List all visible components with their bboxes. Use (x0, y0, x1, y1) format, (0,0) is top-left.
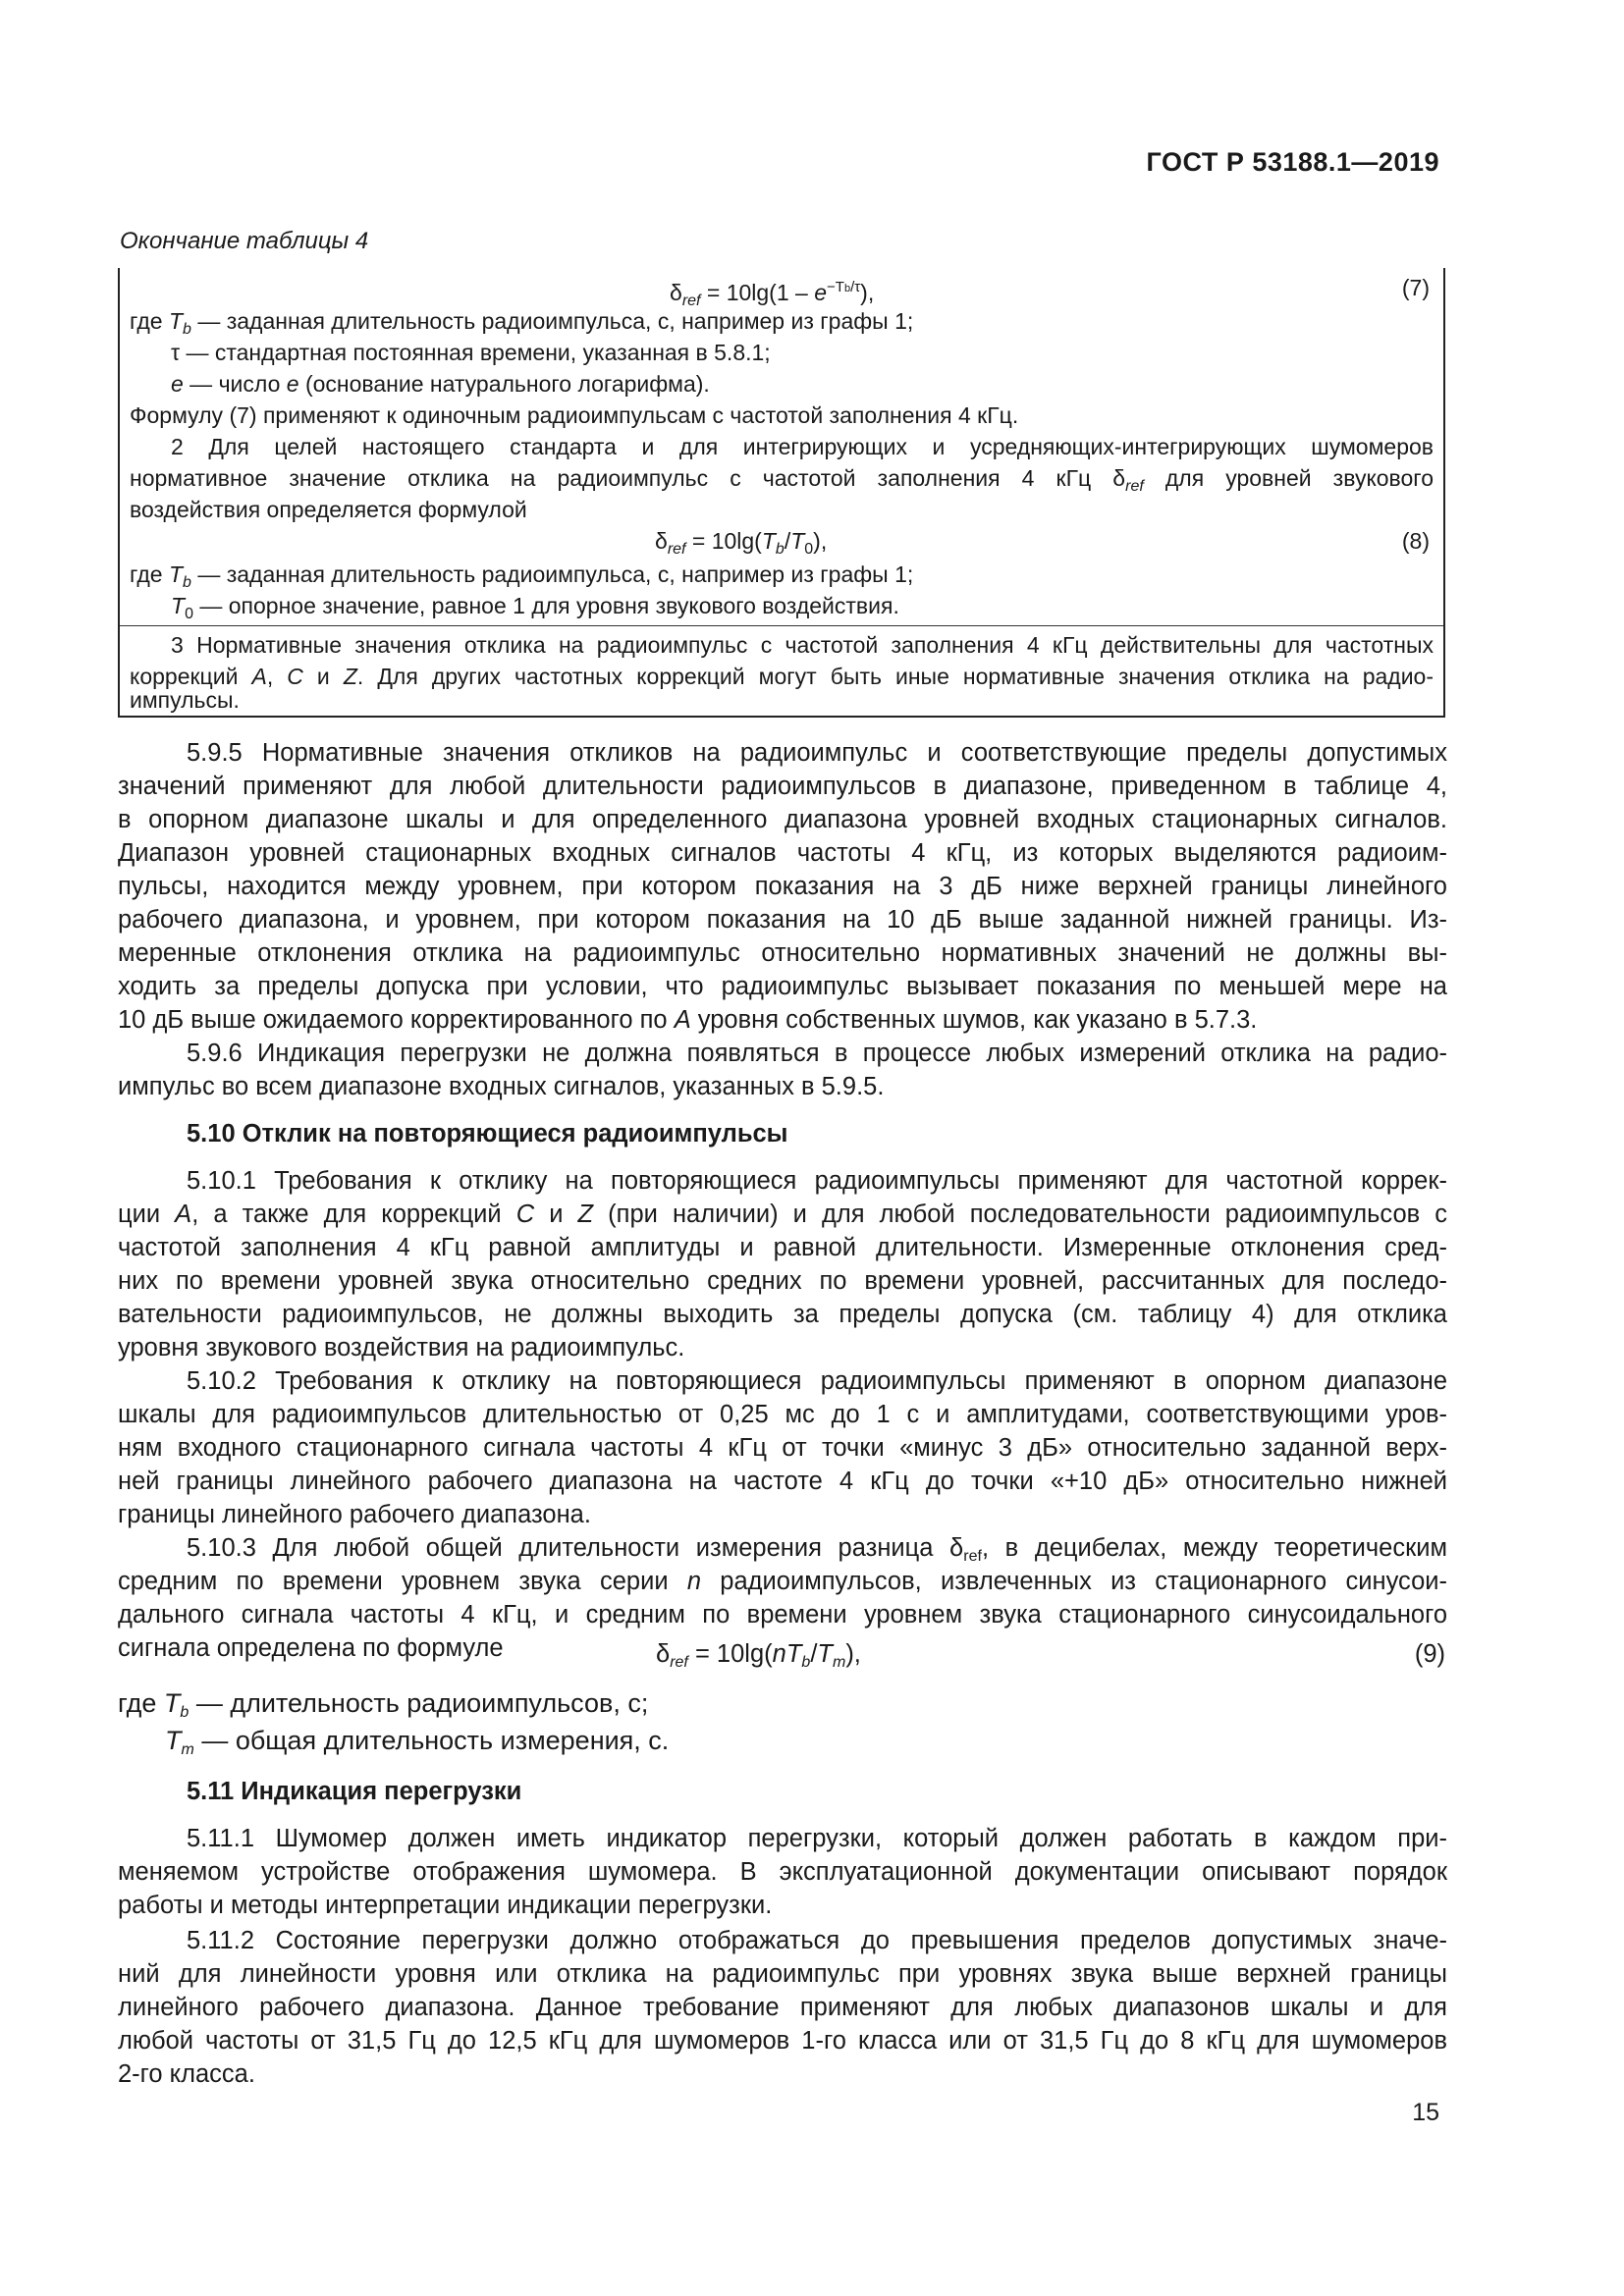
text-line: импульс во всем диапазоне входных сигналов, указанных в 5.9.5. (118, 1073, 885, 1100)
text-line: ции A, а также для коррекций C и Z (при наличии) и для любой последовательности радиоимпульсов с (118, 1201, 1447, 1228)
text-line: 5.10.3 Для любой общей длительности измерения разница $\delta_{ref}$, в децибелах, между теоретическим (187, 1534, 1447, 1565)
text-line: вательности радиоимпульсов, не должны выходить за пределы допуска (см. таблицу 4) для отклика (118, 1301, 1447, 1328)
text-line: частотой заполнения 4 кГц равной амплитуды и равной длительности. Измеренные отклонения сред- (118, 1234, 1447, 1261)
where-tb-line-2: где $T_b$ — заданная длительность радиоимпульса, с, например из графы 1; (130, 561, 914, 591)
page-number: 15 (1412, 2099, 1439, 2126)
tm-definition: $T_m$ — общая длительность измерения, с. (165, 1726, 670, 1758)
text-line: 5.9.6 Индикация перегрузки не должна появляться в процессе любых измерений отклика на радио- (187, 1040, 1447, 1067)
where-tb-line-1: где $T_b$ — заданная длительность радиоимпульса, с, например из графы 1; (130, 308, 914, 338)
text-line: линейного рабочего диапазона. Данное требование применяют для любых диапазонов шкалы и для (118, 1994, 1447, 2021)
text-line: уровня звукового воздействия на радиоимпульс. (118, 1334, 685, 1362)
text-line: ням входного стационарного сигнала частоты 4 кГц от точки «минус 3 дБ» относительно заданной верх- (118, 1434, 1447, 1462)
tau-definition: τ — стандартная постоянная времени, указанная в 5.8.1; (171, 340, 771, 365)
note-3-line-1: 3 Нормативные значения отклика на радиоимпульс с частотой заполнения 4 кГц действительны для частотных (171, 632, 1434, 658)
note-2-line-3: воздействия определяется формулой (130, 497, 527, 522)
e-definition: e — число e (основание натурального логарифма). (171, 371, 710, 397)
note-3-line-2: коррекций A, C и Z. Для других частотных коррекций могут быть иные нормативные значения отклика на радио- (130, 664, 1434, 689)
text-line: границы линейного рабочего диапазона. (118, 1501, 591, 1528)
text-line: значений применяют для любой длительности радиоимпульсов в диапазоне, приведенном в таблице 4, (118, 773, 1447, 800)
note-2-line-2: нормативное значение отклика на радиоимпульс с частотой заполнения 4 кГц $\delta_{ref}$ для уровней звукового (130, 465, 1434, 495)
text-line: ний для линейности уровня или отклика на радиоимпульс при уровнях звука выше верхней границы (118, 1960, 1447, 1988)
section-heading-5-10: 5.10 Отклик на повторяющиеся радиоимпульсы (187, 1120, 788, 1148)
formula-8-number: (8) (1401, 528, 1430, 554)
text-line: 10 дБ выше ожидаемого корректированного по A уровня собственных шумов, как указано в 5.7.3. (118, 1006, 1258, 1034)
formula-9: $\delta_{ref} = 10\lg(nT_b/T_m)$, (656, 1640, 861, 1671)
text-line: ней границы линейного рабочего диапазона на частоте 4 кГц до точки «+10 дБ» относительно нижней (118, 1468, 1447, 1495)
table-4-continuation (118, 268, 1445, 718)
text-line: 2-го класса. (118, 2060, 255, 2088)
text-line: работы и методы интерпретации индикации перегрузки. (118, 1892, 773, 1919)
note-2-line-1: 2 Для целей настоящего стандарта и для интегрирующих и усредняющих-интегрирующих шумомеров (171, 434, 1434, 459)
text-line: любой частоты от 31,5 Гц до 12,5 кГц для шумомеров 1-го класса или от 31,5 Гц до 8 кГц для шумомеров (118, 2027, 1447, 2055)
text-line: шкалы для радиоимпульсов длительностью от 0,25 мс до 1 с и амплитудами, соответствующими уров- (118, 1401, 1447, 1428)
text-line: них по времени уровней звука относительно средних по времени уровней, рассчитанных для последо- (118, 1267, 1447, 1295)
text-line: дального сигнала частоты 4 кГц, и средним по времени уровнем звука стационарного синусоидального (118, 1601, 1447, 1629)
note-divider (120, 625, 1443, 626)
text-line: ходить за пределы допуска при условии, что радиоимпульс вызывает показания по меньшей мере на (118, 973, 1447, 1000)
standard-code-header: ГОСТ Р 53188.1—2019 (1146, 147, 1439, 177)
formula-7-usage: Формулу (7) применяют к одиночным радиоимпульсам с частотой заполнения 4 кГц. (130, 402, 1019, 428)
formula-7: $\delta_{ref} = 10\lg(1 - e^{-Tb/\tau})$, (670, 279, 875, 309)
formula-7-number: (7) (1401, 275, 1430, 300)
text-line: в опорном диапазоне шкалы и для определенного диапазона уровней входных стационарных сигналов. (118, 806, 1447, 833)
text-line: 5.10.2 Требования к отклику на повторяющиеся радиоимпульсы применяют в опорном диапазоне (187, 1367, 1447, 1395)
text-line: средним по времени уровнем звука серии n радиоимпульсов, извлеченных из стационарного синусои- (118, 1568, 1447, 1595)
text-line: 5.9.5 Нормативные значения откликов на радиоимпульс и соответствующие пределы допустимых (187, 739, 1447, 767)
text-line: меняемом устройстве отображения шумомера. В эксплуатационной документации описывают порядок (118, 1858, 1447, 1886)
table-caption: Окончание таблицы 4 (120, 228, 369, 254)
text-line: Диапазон уровней стационарных входных сигналов частоты 4 кГц, из которых выделяются радиоим- (118, 839, 1447, 867)
text-line: пульсы, находится между уровнем, при котором показания на 3 дБ ниже верхней границы линейного (118, 873, 1447, 900)
text-line: сигнала определена по формуле (118, 1634, 504, 1662)
text-line: меренные отклонения отклика на радиоимпульс относительно нормативных значений не должны вы- (118, 939, 1447, 967)
note-3-line-3: импульсы. (130, 687, 240, 713)
text-line: 5.11.1 Шумомер должен иметь индикатор перегрузки, который должен работать в каждом при- (187, 1825, 1447, 1852)
section-heading-5-11: 5.11 Индикация перегрузки (187, 1778, 522, 1805)
formula-8: $\delta_{ref} = 10\lg(T_b/T_0)$, (655, 528, 828, 558)
where-tb-line-3: где $T_b$ — длительность радиоимпульсов, с; (118, 1688, 649, 1721)
text-line: 5.10.1 Требования к отклику на повторяющиеся радиоимпульсы применяют для частотной коррек- (187, 1167, 1447, 1195)
t0-definition: $T_0$ — опорное значение, равное 1 для уровня звукового воздействия. (171, 593, 899, 622)
text-line: 5.11.2 Состояние перегрузки должно отображаться до превышения пределов допустимых значе- (187, 1927, 1447, 1954)
text-line: рабочего диапазона, и уровнем, при котором показания на 10 дБ выше заданной нижней границы. Из- (118, 906, 1447, 934)
formula-9-number: (9) (1414, 1640, 1445, 1668)
